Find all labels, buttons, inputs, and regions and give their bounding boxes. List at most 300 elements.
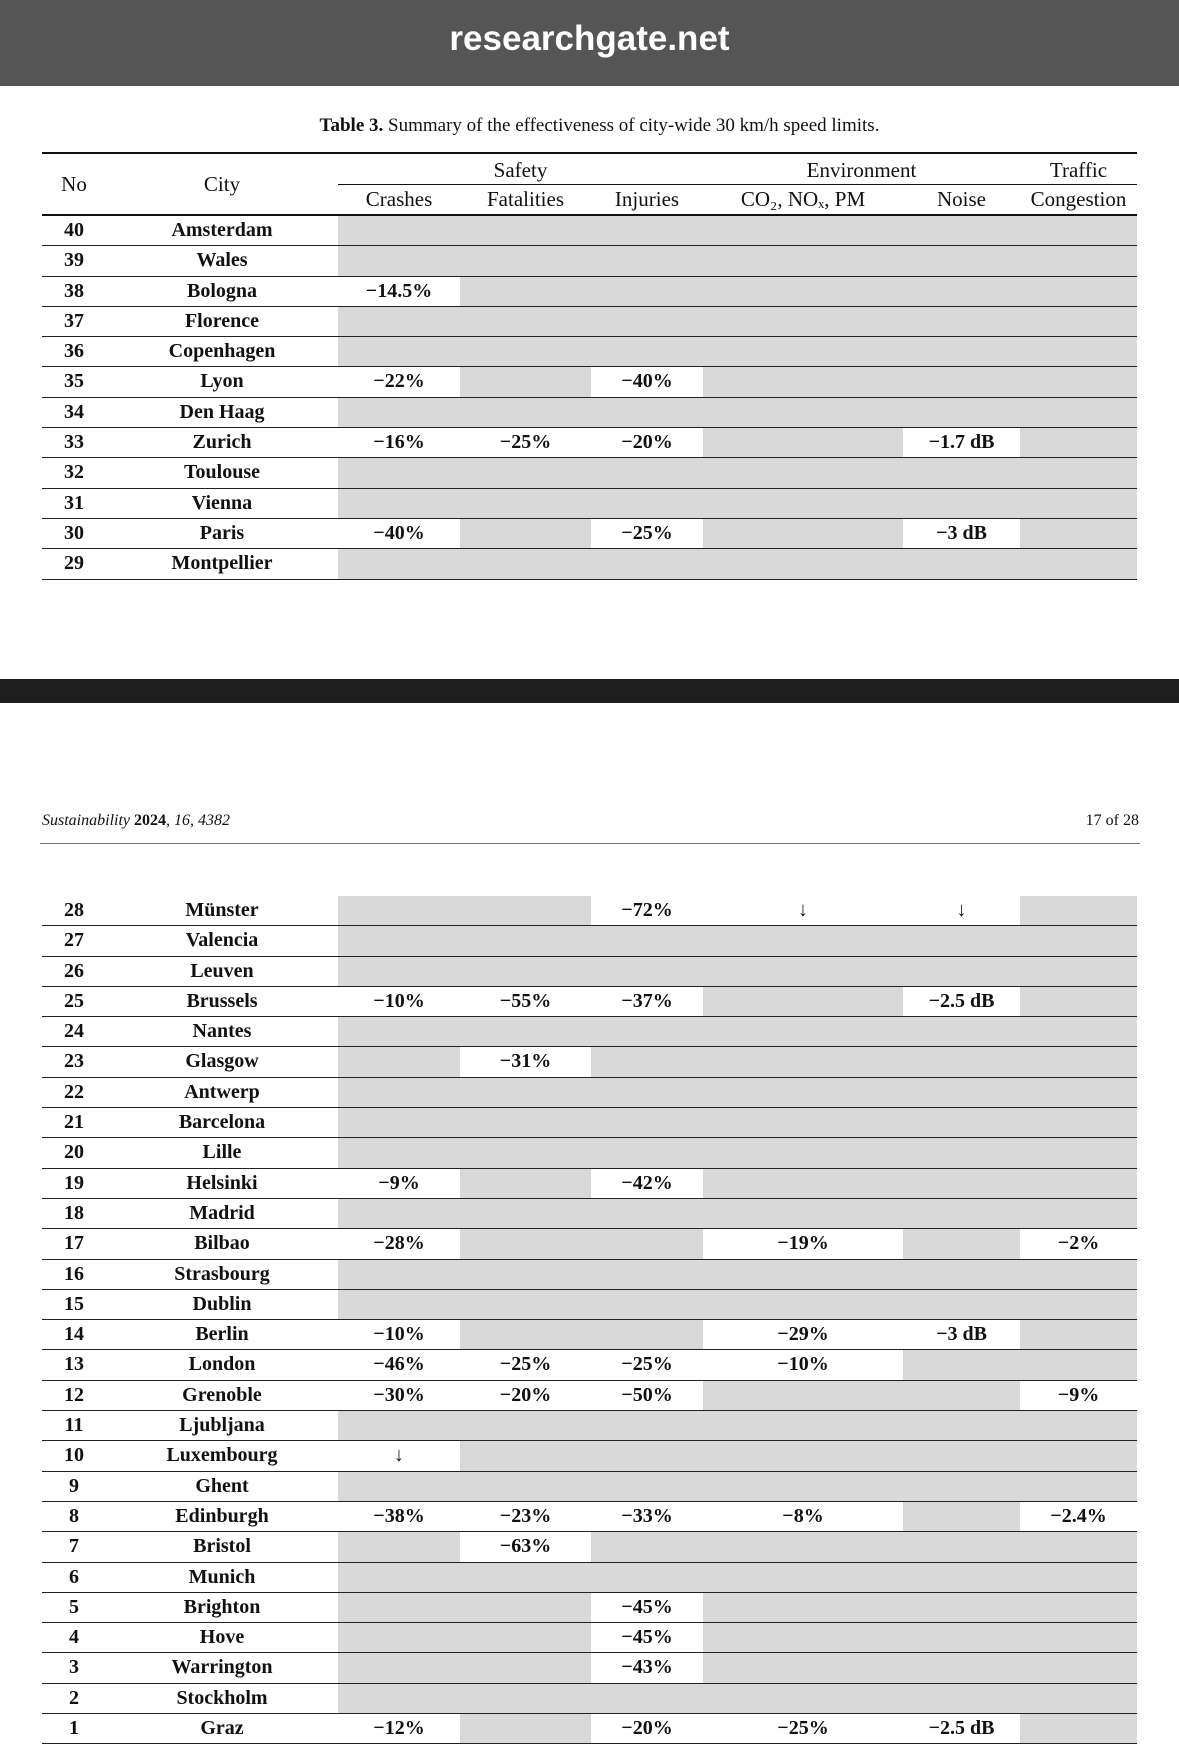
cell-emissions [703,307,903,336]
cell-congestion [1020,398,1137,427]
table-row [42,458,1137,488]
cell-congestion [1020,1320,1137,1349]
cell-fatalities: −55% [499,989,552,1012]
cell-fatalities [460,1441,591,1470]
table-row [42,428,1137,458]
table-row [42,1229,1137,1259]
cell-crashes [338,216,460,245]
cell-no: 30 [64,521,84,544]
cell-injuries: −40% [621,370,673,393]
cell-fatalities [460,1290,591,1319]
cell-no: 20 [64,1141,84,1164]
cell-no: 38 [64,279,84,302]
cell-noise [903,1623,1020,1652]
cell-city: Luxembourg [166,1444,278,1467]
cell-congestion [1020,216,1137,245]
cell-crashes [338,896,460,925]
cell-noise [903,216,1020,245]
cell-fatalities: −31% [499,1050,552,1073]
cell-crashes [338,489,460,518]
cell-injuries: −72% [621,899,673,921]
cell-crashes [338,1653,460,1682]
cell-fatalities [460,926,591,955]
cell-noise: −2.5 dB [928,989,995,1012]
table-row [42,549,1137,579]
journal-volume: , 16, 4382 [166,812,230,829]
cell-noise [903,1108,1020,1137]
cell-noise [903,1593,1020,1622]
table-row [42,987,1137,1017]
cell-no: 16 [64,1262,84,1285]
cell-congestion [1020,428,1137,457]
cell-emissions [703,1441,903,1470]
cell-no: 1 [69,1717,79,1740]
table-row [42,1472,1137,1502]
cell-noise [903,926,1020,955]
cell-crashes [338,1260,460,1289]
cell-city: Wales [196,249,248,272]
cell-city: Barcelona [178,1111,266,1134]
col-header-crashes: Crashes [365,187,433,211]
cell-city: Amsterdam [171,219,273,241]
cell-no: 40 [64,219,84,241]
cell-city: Strasbourg [174,1262,270,1285]
cell-injuries [591,1320,703,1349]
cell-no: 17 [64,1232,84,1255]
journal-name: Sustainability [42,812,130,829]
cell-city: Graz [200,1717,244,1740]
cell-no: 5 [69,1595,79,1618]
cell-injuries [591,1441,703,1470]
cell-emissions [703,987,903,1016]
cell-congestion [1020,549,1137,578]
cell-emissions [703,1653,903,1682]
cell-emissions: ↓ [798,899,808,921]
col-header-no: No [61,172,87,196]
cell-congestion [1020,1108,1137,1137]
cell-noise [903,1563,1020,1592]
cell-emissions [703,1684,903,1713]
col-header-injuries: Injuries [614,187,680,211]
cell-crashes [338,549,460,578]
cell-noise: −2.5 dB [928,1717,995,1740]
cell-congestion [1020,367,1137,396]
page-break-bar [0,679,1179,703]
cell-injuries [591,489,703,518]
caption-text: Summary of the effectiveness of city-wide 30 km/h speed limits. [383,115,880,136]
table-row [42,1169,1137,1199]
cell-fatalities [460,1260,591,1289]
cell-crashes: −28% [373,1232,425,1255]
cell-noise [903,277,1020,306]
cell-emissions [703,277,903,306]
cell-city: Lille [202,1141,242,1164]
table-row [42,1441,1137,1471]
cell-congestion [1020,1138,1137,1167]
cell-noise: −1.7 dB [928,431,995,454]
cell-congestion [1020,489,1137,518]
cell-crashes [338,1017,460,1046]
cell-fatalities [460,896,591,925]
cell-congestion [1020,1623,1137,1652]
table-row [42,1047,1137,1077]
cell-congestion [1020,926,1137,955]
cell-injuries: −25% [621,1353,673,1376]
cell-city: Berlin [195,1323,249,1346]
cell-crashes: −46% [373,1353,425,1376]
cell-fatalities [460,489,591,518]
cell-no: 24 [64,1020,84,1043]
cell-crashes [338,1411,460,1440]
table-row [42,1411,1137,1441]
table-row [42,1684,1137,1714]
cell-injuries [591,246,703,275]
cell-noise [903,1411,1020,1440]
cell-injuries [591,1108,703,1137]
cell-city: Ghent [195,1474,249,1497]
cell-emissions: −29% [777,1323,829,1346]
cell-no: 2 [69,1686,79,1709]
cell-no: 36 [64,340,84,363]
caption-label: Table 3. [319,115,384,136]
cell-no: 11 [64,1414,84,1437]
cell-city: Warrington [171,1656,273,1679]
cell-no: 35 [64,370,84,393]
cell-noise: −3 dB [936,521,987,544]
cell-fatalities [460,1684,591,1713]
table-row [42,1017,1137,1047]
cell-emissions [703,549,903,578]
cell-noise [903,1532,1020,1561]
cell-city: Madrid [189,1201,255,1224]
cell-emissions [703,398,903,427]
cell-emissions: −8% [782,1504,824,1527]
cell-noise [903,1169,1020,1198]
cell-injuries [591,277,703,306]
cell-city: Brighton [183,1595,261,1618]
cell-noise [903,1047,1020,1076]
table-row [42,1078,1137,1108]
cell-fatalities [460,1078,591,1107]
cell-congestion [1020,987,1137,1016]
cell-noise [903,1260,1020,1289]
cell-noise [903,246,1020,275]
group-header-traffic: Traffic [1020,156,1137,185]
cell-noise [903,549,1020,578]
table-row [42,1381,1137,1411]
cell-crashes [338,1684,460,1713]
journal-year: 2024 [134,812,166,829]
cell-city: London [188,1353,256,1376]
cell-emissions: −10% [777,1353,829,1376]
cell-congestion [1020,1078,1137,1107]
cell-congestion: −2% [1057,1232,1100,1255]
cell-congestion [1020,1714,1137,1743]
cell-injuries: −45% [621,1595,673,1618]
cell-city: Edinburgh [175,1504,269,1527]
cell-crashes [338,957,460,986]
cell-fatalities: −63% [499,1535,552,1558]
cell-noise [903,1138,1020,1167]
cell-noise [903,1017,1020,1046]
cell-no: 12 [64,1383,84,1406]
cell-fatalities [460,549,591,578]
table-row [42,1623,1137,1653]
table-row [42,489,1137,519]
table-row [42,1350,1137,1380]
cell-city: Brussels [186,989,258,1012]
table-row [42,1138,1137,1168]
cell-noise [903,398,1020,427]
cell-no: 7 [69,1535,79,1558]
cell-crashes: −40% [373,521,425,544]
cell-congestion: −9% [1057,1383,1100,1406]
cell-fatalities: −25% [499,431,552,454]
cell-no: 18 [64,1201,84,1224]
cell-fatalities [460,1411,591,1440]
cell-fatalities [460,1320,591,1349]
cell-noise [903,1381,1020,1410]
cell-emissions [703,1199,903,1228]
cell-emissions [703,1290,903,1319]
table-header [42,154,1137,216]
cell-crashes [338,1138,460,1167]
cell-noise [903,489,1020,518]
cell-city: Florence [184,309,260,332]
cell-noise [903,307,1020,336]
cell-fatalities [460,398,591,427]
cell-emissions [703,489,903,518]
cell-injuries [591,1563,703,1592]
cell-noise [903,1472,1020,1501]
cell-emissions: −25% [777,1717,829,1740]
cell-no: 4 [69,1626,79,1649]
header-rule [40,843,1140,844]
cell-injuries [591,1260,703,1289]
group-header-environment: Environment [703,156,1020,185]
site-banner [0,0,1179,86]
cell-city: Bristol [193,1535,251,1558]
cell-no: 3 [69,1656,79,1679]
cell-city: Bilbao [194,1232,250,1255]
cell-crashes: −12% [373,1717,425,1740]
cell-city: Valencia [185,929,259,952]
cell-noise [903,1199,1020,1228]
table-row [42,216,1137,246]
col-header-congestion: Congestion [1030,187,1127,211]
cell-crashes [338,926,460,955]
cell-emissions [703,957,903,986]
table-row [42,957,1137,987]
cell-no: 33 [64,431,84,454]
table-row [42,307,1137,337]
cell-no: 22 [64,1080,84,1103]
cell-congestion [1020,1563,1137,1592]
cell-noise: ↓ [956,899,967,921]
cell-injuries: −20% [621,431,673,454]
cell-fatalities: −20% [499,1383,552,1406]
table-row [42,1320,1137,1350]
cell-emissions [703,1593,903,1622]
cell-no: 9 [69,1474,79,1497]
cell-no: 25 [64,989,84,1012]
cell-congestion [1020,307,1137,336]
cell-crashes [338,1290,460,1319]
cell-congestion [1020,246,1137,275]
cell-injuries [591,1411,703,1440]
cell-fatalities [460,1472,591,1501]
cell-crashes [338,1593,460,1622]
cell-crashes: ↓ [394,1444,404,1467]
cell-congestion [1020,1290,1137,1319]
cell-injuries [591,337,703,366]
cell-crashes [338,1047,460,1076]
cell-no: 23 [64,1050,84,1073]
cell-emissions [703,458,903,487]
cell-fatalities [460,1169,591,1198]
cell-noise [903,1502,1020,1531]
table-row [42,1563,1137,1593]
cell-noise [903,1441,1020,1470]
cell-emissions [703,1563,903,1592]
cell-congestion [1020,957,1137,986]
cell-fatalities [460,1563,591,1592]
cell-city: Dublin [192,1292,252,1315]
cell-congestion [1020,1199,1137,1228]
cell-crashes [338,246,460,275]
cell-emissions [703,216,903,245]
cell-injuries [591,549,703,578]
cell-fatalities [460,1229,591,1258]
col-header-noise: Noise [937,187,986,211]
cell-city: Stockholm [176,1686,268,1709]
cell-fatalities [460,458,591,487]
cell-congestion [1020,1169,1137,1198]
cell-no: 27 [64,929,84,952]
cell-congestion [1020,1684,1137,1713]
cell-congestion [1020,1472,1137,1501]
cell-noise [903,337,1020,366]
cell-congestion [1020,519,1137,548]
cell-emissions [703,428,903,457]
cell-congestion [1020,1350,1137,1379]
cell-injuries [591,1532,703,1561]
cell-no: 32 [64,461,84,484]
cell-crashes: −10% [373,989,425,1012]
cell-injuries [591,1290,703,1319]
cell-noise [903,957,1020,986]
cell-injuries [591,1138,703,1167]
page-number: 17 of 28 [1085,812,1139,829]
cell-noise [903,1229,1020,1258]
cell-emissions [703,337,903,366]
table-row [42,519,1137,549]
table-row [42,367,1137,397]
table-row [42,1290,1137,1320]
cell-city: Toulouse [184,461,260,484]
cell-noise: −3 dB [936,1323,987,1346]
cell-emissions [703,1381,903,1410]
results-table-bottom [42,896,1137,1744]
table-row [42,926,1137,956]
cell-congestion [1020,337,1137,366]
cell-city: Nantes [192,1020,252,1043]
cell-city: Munich [188,1565,256,1588]
cell-crashes [338,1532,460,1561]
cell-injuries [591,1229,703,1258]
cell-injuries [591,1472,703,1501]
cell-injuries: −25% [621,521,673,544]
cell-no: 29 [64,552,84,575]
col-header-emissions: CO₂, NOₓ, PM [740,187,866,211]
cell-crashes [338,398,460,427]
cell-congestion [1020,458,1137,487]
cell-injuries: −20% [621,1717,673,1740]
cell-fatalities [460,246,591,275]
cell-noise [903,1684,1020,1713]
cell-crashes: −22% [373,370,425,393]
cell-fatalities: −25% [499,1353,552,1376]
cell-emissions [703,1138,903,1167]
cell-city: Paris [199,521,245,544]
cell-city: Leuven [190,959,254,982]
cell-fatalities [460,216,591,245]
cell-crashes [338,1472,460,1501]
cell-congestion [1020,1260,1137,1289]
cell-injuries [591,398,703,427]
cell-city: Montpellier [171,552,273,575]
col-header-fatalities: Fatalities [487,187,564,211]
cell-no: 8 [69,1504,79,1527]
cell-congestion [1020,1047,1137,1076]
cell-congestion [1020,277,1137,306]
cell-fatalities [460,1017,591,1046]
cell-injuries: −45% [621,1626,673,1649]
cell-no: 21 [64,1111,84,1134]
cell-crashes [338,1078,460,1107]
cell-city: Vienna [191,491,253,514]
cell-noise [903,367,1020,396]
cell-crashes: −10% [373,1323,425,1346]
cell-crashes [338,1563,460,1592]
cell-no: 31 [64,491,84,514]
cell-no: 10 [64,1444,84,1467]
cell-noise [903,458,1020,487]
table-row [42,896,1137,926]
cell-emissions [703,1260,903,1289]
cell-city: Lyon [200,370,244,393]
cell-emissions [703,1472,903,1501]
table-row [42,1502,1137,1532]
results-table-top [42,152,1137,580]
cell-emissions [703,1017,903,1046]
cell-emissions [703,1623,903,1652]
cell-crashes: −30% [373,1383,425,1406]
cell-city: Hove [199,1626,245,1649]
cell-injuries [591,1047,703,1076]
cell-fatalities [460,1623,591,1652]
table-row [42,337,1137,367]
cell-city: Bologna [186,279,258,302]
cell-injuries [591,1684,703,1713]
cell-city: Den Haag [179,400,265,423]
cell-injuries: −37% [621,989,673,1012]
cell-emissions [703,1411,903,1440]
cell-congestion [1020,1532,1137,1561]
table-row [42,1714,1137,1744]
cell-congestion [1020,1411,1137,1440]
cell-crashes [338,1108,460,1137]
